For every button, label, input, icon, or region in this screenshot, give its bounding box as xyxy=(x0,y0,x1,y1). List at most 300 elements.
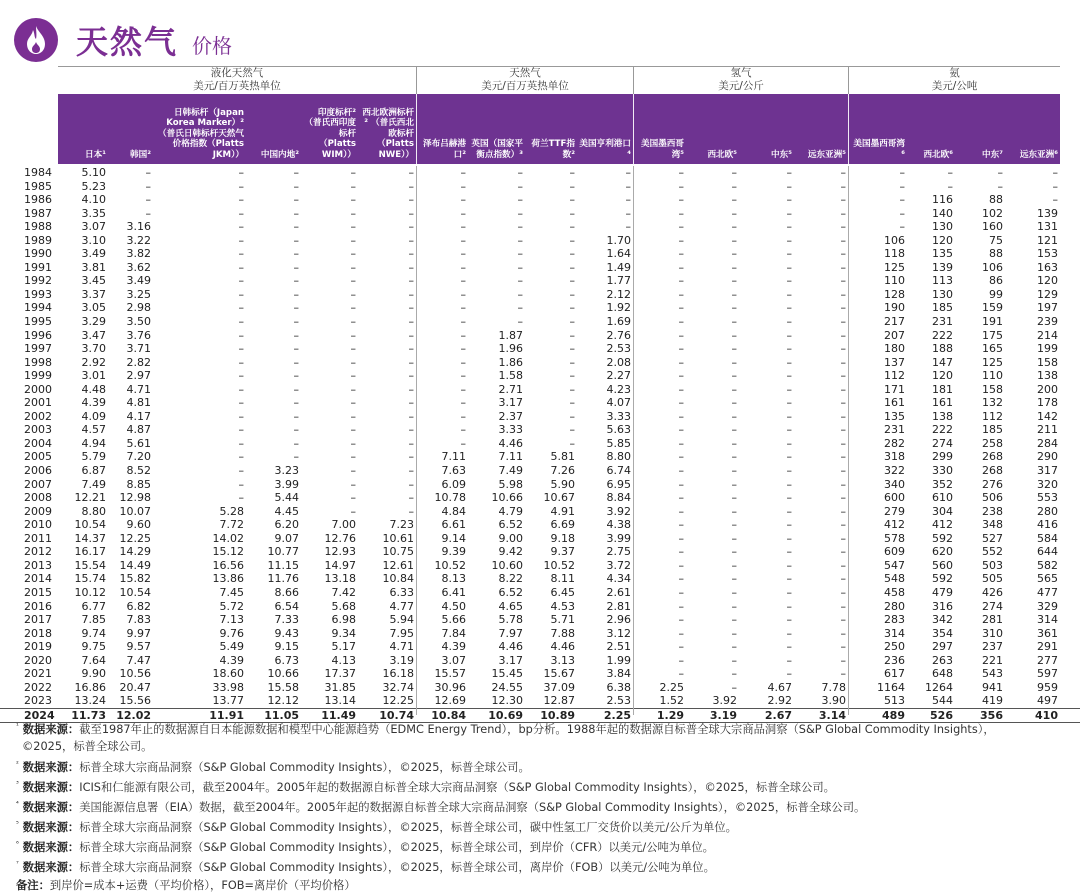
table-cell: – xyxy=(460,396,466,410)
table-cell: – xyxy=(350,491,356,505)
table-cell: 140 xyxy=(932,206,953,220)
table-cell: 9.15 xyxy=(274,640,299,654)
table-cell: 17.37 xyxy=(324,667,356,681)
table-cell: 161 xyxy=(884,396,905,410)
table-cell: – xyxy=(678,504,684,518)
table-cell: 4.45 xyxy=(274,504,299,518)
column-header: 日韩标杆（Japan Korea Marker）² （普氏日韩标杆天然气价格指数（Platts JKM）） xyxy=(158,107,244,160)
table-row xyxy=(0,234,1080,248)
table-row xyxy=(0,423,1080,437)
table-cell: – xyxy=(238,193,244,207)
table-cell: 129 xyxy=(1037,287,1058,301)
table-cell: 11.73 xyxy=(71,708,106,722)
table-cell: 1.69 xyxy=(606,315,631,329)
table-cell: – xyxy=(678,301,684,315)
table-cell: 8.84 xyxy=(606,491,631,505)
table-cell: 163 xyxy=(1037,260,1058,274)
table-cell: 14.02 xyxy=(212,531,244,545)
table-cell: 352 xyxy=(932,477,953,491)
table-cell: 2.08 xyxy=(606,355,631,369)
table-cell: 13.14 xyxy=(324,694,356,708)
table-cell: – xyxy=(350,423,356,437)
table-cell: 3.13 xyxy=(550,653,575,667)
table-cell: 304 xyxy=(932,504,953,518)
table-cell: 560 xyxy=(932,558,953,572)
table-cell: 88 xyxy=(989,247,1003,261)
table-cell: 6.77 xyxy=(81,599,106,613)
table-cell: 7.64 xyxy=(81,653,106,667)
table-cell: – xyxy=(731,599,737,613)
row-year: 2015 xyxy=(24,585,52,599)
table-cell: – xyxy=(569,423,575,437)
footnote: $^{^7}$ 数据来源：标普全球大宗商品洞察（S&P Global Commodity Insights），©2025，标普全球公司，离岸价（FOB）以美元/公吨为单位。 xyxy=(16,860,715,875)
table-cell: – xyxy=(840,491,846,505)
footnotes xyxy=(16,718,1066,894)
table-cell: – xyxy=(238,423,244,437)
table-cell: 617 xyxy=(884,667,905,681)
table-cell: 6.87 xyxy=(81,464,106,478)
table-cell: 7.00 xyxy=(331,518,356,532)
table-cell: – xyxy=(460,342,466,356)
table-row xyxy=(0,450,1080,464)
table-cell: – xyxy=(238,477,244,491)
table-divider xyxy=(848,166,849,715)
table-cell: 279 xyxy=(884,504,905,518)
table-cell: – xyxy=(408,220,414,234)
table-cell: – xyxy=(293,342,299,356)
table-row xyxy=(0,532,1080,546)
table-cell: – xyxy=(350,206,356,220)
table-cell: – xyxy=(517,301,523,315)
table-cell: 37.09 xyxy=(543,680,575,694)
table-cell: – xyxy=(786,464,792,478)
column-header: 远东亚洲⁶ xyxy=(1019,149,1058,160)
table-cell: 3.62 xyxy=(126,260,151,274)
table-cell: – xyxy=(899,193,905,207)
table-cell: 6.61 xyxy=(441,518,466,532)
table-cell: 120 xyxy=(1037,274,1058,288)
table-cell: – xyxy=(840,477,846,491)
table-cell: – xyxy=(350,193,356,207)
group-divider xyxy=(416,66,417,94)
table-cell: 2.96 xyxy=(606,613,631,627)
table-cell: – xyxy=(517,220,523,234)
table-row xyxy=(0,301,1080,315)
table-cell: – xyxy=(786,531,792,545)
table-cell: 274 xyxy=(982,599,1003,613)
table-cell: 6.54 xyxy=(274,599,299,613)
table-cell: – xyxy=(786,233,792,247)
table-cell: – xyxy=(840,504,846,518)
table-cell: – xyxy=(678,206,684,220)
table-cell: 620 xyxy=(932,545,953,559)
table-cell: – xyxy=(786,315,792,329)
table-row xyxy=(0,491,1080,505)
row-year: 2008 xyxy=(24,491,52,505)
row-year: 2005 xyxy=(24,450,52,464)
table-cell: 4.53 xyxy=(550,599,575,613)
table-cell: – xyxy=(408,355,414,369)
table-cell: 2.92 xyxy=(81,355,106,369)
table-cell: 3.92 xyxy=(712,694,737,708)
table-cell: – xyxy=(350,450,356,464)
table-cell: 14.37 xyxy=(74,531,106,545)
table-cell: – xyxy=(293,247,299,261)
table-cell: 102 xyxy=(982,206,1003,220)
table-cell: 7.78 xyxy=(821,680,846,694)
table-cell: 2.51 xyxy=(606,640,631,654)
table-cell: 5.68 xyxy=(331,599,356,613)
table-cell: 578 xyxy=(884,531,905,545)
table-cell: 12.21 xyxy=(74,491,106,505)
table-cell: – xyxy=(786,301,792,315)
table-cell: – xyxy=(678,382,684,396)
table-cell: – xyxy=(293,233,299,247)
table-cell: – xyxy=(293,260,299,274)
table-cell: – xyxy=(460,287,466,301)
table-cell: – xyxy=(840,409,846,423)
table-cell: 231 xyxy=(884,423,905,437)
table-cell: – xyxy=(786,274,792,288)
table-cell: – xyxy=(408,342,414,356)
table-cell: 280 xyxy=(1037,504,1058,518)
table-cell: 8.11 xyxy=(550,572,575,586)
table-cell: 3.12 xyxy=(606,626,631,640)
table-cell: 544 xyxy=(932,694,953,708)
table-cell: – xyxy=(1052,166,1058,179)
table-cell: 13.24 xyxy=(74,694,106,708)
table-cell: – xyxy=(731,355,737,369)
table-cell: – xyxy=(293,220,299,234)
table-cell: 8.22 xyxy=(498,572,523,586)
table-cell: – xyxy=(350,396,356,410)
group-natural-gas: 天然气 美元/百万英热单位 xyxy=(417,66,633,95)
table-cell: – xyxy=(238,287,244,301)
table-cell: 12.93 xyxy=(324,545,356,559)
table-cell: 1.77 xyxy=(606,274,631,288)
table-cell: 299 xyxy=(932,450,953,464)
table-cell: 10.66 xyxy=(267,667,299,681)
table-cell: – xyxy=(731,328,737,342)
table-cell: 99 xyxy=(989,287,1003,301)
table-cell: 9.90 xyxy=(81,667,106,681)
table-cell: 3.71 xyxy=(126,342,151,356)
table-cell: 5.44 xyxy=(274,491,299,505)
table-cell: 10.12 xyxy=(74,585,106,599)
table-cell: – xyxy=(678,233,684,247)
table-cell: 16.86 xyxy=(74,680,106,694)
table-cell: – xyxy=(678,409,684,423)
table-cell: – xyxy=(460,423,466,437)
table-cell: 200 xyxy=(1037,382,1058,396)
table-cell: 3.99 xyxy=(606,531,631,545)
table-cell: 4.39 xyxy=(219,653,244,667)
table-cell: 644 xyxy=(1037,545,1058,559)
table-cell: 185 xyxy=(932,301,953,315)
table-cell: 112 xyxy=(982,409,1003,423)
row-year: 2012 xyxy=(24,545,52,559)
table-cell: 153 xyxy=(1037,247,1058,261)
table-cell: 12.30 xyxy=(491,694,523,708)
table-cell: 4.71 xyxy=(126,382,151,396)
group-hydrogen: 氢气 美元/公斤 xyxy=(634,66,848,95)
table-cell: 10.69 xyxy=(488,708,523,722)
table-cell: – xyxy=(293,450,299,464)
table-row xyxy=(0,640,1080,654)
table-cell: 503 xyxy=(982,558,1003,572)
table-cell: – xyxy=(569,247,575,261)
table-cell: – xyxy=(569,382,575,396)
table-cell: 4.77 xyxy=(389,599,414,613)
table-cell: 8.80 xyxy=(81,504,106,518)
table-cell: 4.94 xyxy=(81,436,106,450)
table-cell: – xyxy=(350,179,356,193)
table-cell: – xyxy=(408,193,414,207)
table-cell: 6.98 xyxy=(331,613,356,627)
footnote: $^{^6}$ 数据来源：标普全球大宗商品洞察（S&P Global Commodity Insights），©2025，标普全球公司，到岸价（CFR）以美元/公吨为单位。 xyxy=(16,840,714,855)
table-cell: – xyxy=(786,220,792,234)
table-cell: 9.00 xyxy=(498,531,523,545)
table-row xyxy=(0,694,1080,708)
table-cell: 4.71 xyxy=(389,640,414,654)
table-cell: 258 xyxy=(982,436,1003,450)
table-cell: – xyxy=(408,477,414,491)
row-year: 2009 xyxy=(24,504,52,518)
group-divider xyxy=(848,66,849,94)
column-header-bar xyxy=(58,94,1060,164)
table-cell: – xyxy=(840,423,846,437)
table-cell: – xyxy=(997,179,1003,193)
row-year: 2023 xyxy=(24,694,52,708)
table-cell: – xyxy=(840,166,846,179)
table-cell: 128 xyxy=(884,287,905,301)
table-cell: 1.29 xyxy=(656,708,684,722)
row-year: 2006 xyxy=(24,464,52,478)
table-cell: – xyxy=(678,558,684,572)
column-header: 中东⁷ xyxy=(982,149,1003,160)
column-header: 西北欧⁶ xyxy=(923,149,953,160)
table-cell: 159 xyxy=(982,301,1003,315)
table-cell: – xyxy=(625,220,631,234)
table-cell: – xyxy=(678,220,684,234)
table-cell: – xyxy=(569,287,575,301)
table-cell: 6.74 xyxy=(606,464,631,478)
table-cell: 282 xyxy=(884,436,905,450)
table-cell: – xyxy=(678,491,684,505)
table-cell: 12.25 xyxy=(119,531,151,545)
table-cell: – xyxy=(517,315,523,329)
table-cell: 1.52 xyxy=(659,694,684,708)
column-header: 远东亚洲⁵ xyxy=(807,149,846,160)
table-cell: 197 xyxy=(1037,301,1058,315)
table-cell: 3.19 xyxy=(709,708,737,722)
table-cell: 7.97 xyxy=(498,626,523,640)
table-cell: 8.66 xyxy=(274,585,299,599)
footnote: $^{^1}$ 数据来源：截至1987年止的数据源自日本能源数据和模型中心能源趋势（EDMC Energy Trend），bp分析。1988年起的数据源自标普全球大宗商品洞察（S&P Global Commodity Insights）， xyxy=(16,722,995,736)
table-cell: 3.07 xyxy=(441,653,466,667)
table-cell: – xyxy=(731,423,737,437)
table-cell: 1.86 xyxy=(498,355,523,369)
table-cell: 322 xyxy=(884,464,905,478)
table-cell: 277 xyxy=(1037,653,1058,667)
table-cell: – xyxy=(350,504,356,518)
table-cell: – xyxy=(350,315,356,329)
table-cell: 190 xyxy=(884,301,905,315)
table-cell: 2.81 xyxy=(606,599,631,613)
table-cell: – xyxy=(238,179,244,193)
table-cell: – xyxy=(731,342,737,356)
table-cell: – xyxy=(408,274,414,288)
row-year: 1993 xyxy=(24,287,52,301)
table-cell: – xyxy=(293,206,299,220)
table-cell: 280 xyxy=(884,599,905,613)
table-cell: 118 xyxy=(884,247,905,261)
table-cell: – xyxy=(731,220,737,234)
table-cell: 4.17 xyxy=(126,409,151,423)
table-row xyxy=(0,369,1080,383)
table-cell: – xyxy=(786,247,792,261)
table-cell: 15.74 xyxy=(74,572,106,586)
table-cell: 1.92 xyxy=(606,301,631,315)
table-cell: 75 xyxy=(989,233,1003,247)
table-cell: 5.28 xyxy=(219,504,244,518)
table-cell: 4.23 xyxy=(606,382,631,396)
table-cell: 191 xyxy=(982,315,1003,329)
table-cell: – xyxy=(840,531,846,545)
table-cell: 120 xyxy=(932,233,953,247)
row-year: 2020 xyxy=(24,653,52,667)
table-cell: – xyxy=(840,179,846,193)
table-cell: 132 xyxy=(982,396,1003,410)
table-cell: – xyxy=(408,233,414,247)
table-cell: 2.71 xyxy=(498,382,523,396)
table-cell: 941 xyxy=(982,680,1003,694)
table-cell: 10.84 xyxy=(431,708,466,722)
table-cell: 137 xyxy=(884,355,905,369)
row-year: 1994 xyxy=(24,301,52,315)
table-cell: 12.61 xyxy=(382,558,414,572)
table-cell: – xyxy=(569,206,575,220)
table-cell: 329 xyxy=(1037,599,1058,613)
table-cell: 263 xyxy=(932,653,953,667)
table-cell: 548 xyxy=(884,572,905,586)
table-cell: – xyxy=(731,166,737,179)
table-cell: – xyxy=(786,504,792,518)
table-cell: 1.64 xyxy=(606,247,631,261)
table-cell: – xyxy=(350,274,356,288)
table-cell: 5.81 xyxy=(550,450,575,464)
table-cell: – xyxy=(408,464,414,478)
table-cell: – xyxy=(731,518,737,532)
table-cell: – xyxy=(350,409,356,423)
table-cell: – xyxy=(145,206,151,220)
table-cell: 5.17 xyxy=(331,640,356,654)
table-cell: – xyxy=(731,667,737,681)
table-cell: 268 xyxy=(982,464,1003,478)
table-cell: – xyxy=(731,653,737,667)
table-cell: 7.26 xyxy=(550,464,575,478)
row-year: 2017 xyxy=(24,613,52,627)
table-cell: – xyxy=(408,423,414,437)
row-year: 2001 xyxy=(24,396,52,410)
table-cell: – xyxy=(731,436,737,450)
table-cell: 130 xyxy=(932,220,953,234)
row-year: 2011 xyxy=(24,531,52,545)
table-cell: 199 xyxy=(1037,342,1058,356)
row-year: 2002 xyxy=(24,409,52,423)
table-cell: 9.74 xyxy=(81,626,106,640)
table-cell: 2.82 xyxy=(126,355,151,369)
table-cell: 4.57 xyxy=(81,423,106,437)
table-cell: – xyxy=(786,613,792,627)
table-cell: 20.47 xyxy=(119,680,151,694)
column-header: 西北欧洲标杆² （普氏西北欧标杆（Platts NWE）） xyxy=(362,107,414,160)
table-cell: 4.34 xyxy=(606,572,631,586)
table-cell: 3.22 xyxy=(126,233,151,247)
table-cell: – xyxy=(678,477,684,491)
table-cell: – xyxy=(1052,179,1058,193)
table-cell: 7.20 xyxy=(126,450,151,464)
table-cell: – xyxy=(678,247,684,261)
table-cell: – xyxy=(408,328,414,342)
table-cell: – xyxy=(569,179,575,193)
table-cell: – xyxy=(786,206,792,220)
table-cell: – xyxy=(731,680,737,694)
table-cell: – xyxy=(145,166,151,179)
table-cell: – xyxy=(786,450,792,464)
table-row xyxy=(0,193,1080,207)
table-cell: 10.66 xyxy=(491,491,523,505)
table-cell: 268 xyxy=(982,450,1003,464)
row-year: 1992 xyxy=(24,274,52,288)
table-cell: 237 xyxy=(982,640,1003,654)
table-cell: 592 xyxy=(932,572,953,586)
table-cell: 11.15 xyxy=(267,558,299,572)
table-cell: – xyxy=(408,315,414,329)
row-year: 1995 xyxy=(24,315,52,329)
table-cell: 10.60 xyxy=(491,558,523,572)
table-cell: 5.78 xyxy=(498,613,523,627)
table-cell: 4.87 xyxy=(126,423,151,437)
table-cell: 10.52 xyxy=(434,558,466,572)
table-cell: 3.90 xyxy=(821,694,846,708)
table-row xyxy=(0,166,1080,180)
table-cell: 5.90 xyxy=(550,477,575,491)
table-cell: 3.35 xyxy=(81,206,106,220)
table-cell: 106 xyxy=(884,233,905,247)
table-cell: 2.53 xyxy=(606,342,631,356)
table-cell: 9.14 xyxy=(441,531,466,545)
table-cell: 121 xyxy=(1037,233,1058,247)
table-row xyxy=(0,586,1080,600)
table-cell: – xyxy=(786,328,792,342)
row-year: 2003 xyxy=(24,423,52,437)
table-cell: – xyxy=(786,342,792,356)
table-cell: 2.61 xyxy=(606,585,631,599)
table-cell: – xyxy=(840,585,846,599)
table-cell: 2.25 xyxy=(659,680,684,694)
page-title: 天然气 xyxy=(76,23,179,61)
table-cell: 2.98 xyxy=(126,301,151,315)
table-cell: 10.54 xyxy=(74,518,106,532)
table-cell: 10.74 xyxy=(379,708,414,722)
table-cell: 1.70 xyxy=(606,233,631,247)
column-header: 西北欧⁵ xyxy=(707,149,737,160)
table-cell: – xyxy=(238,206,244,220)
table-cell: – xyxy=(460,193,466,207)
table-cell: 130 xyxy=(932,287,953,301)
table-cell: – xyxy=(678,315,684,329)
